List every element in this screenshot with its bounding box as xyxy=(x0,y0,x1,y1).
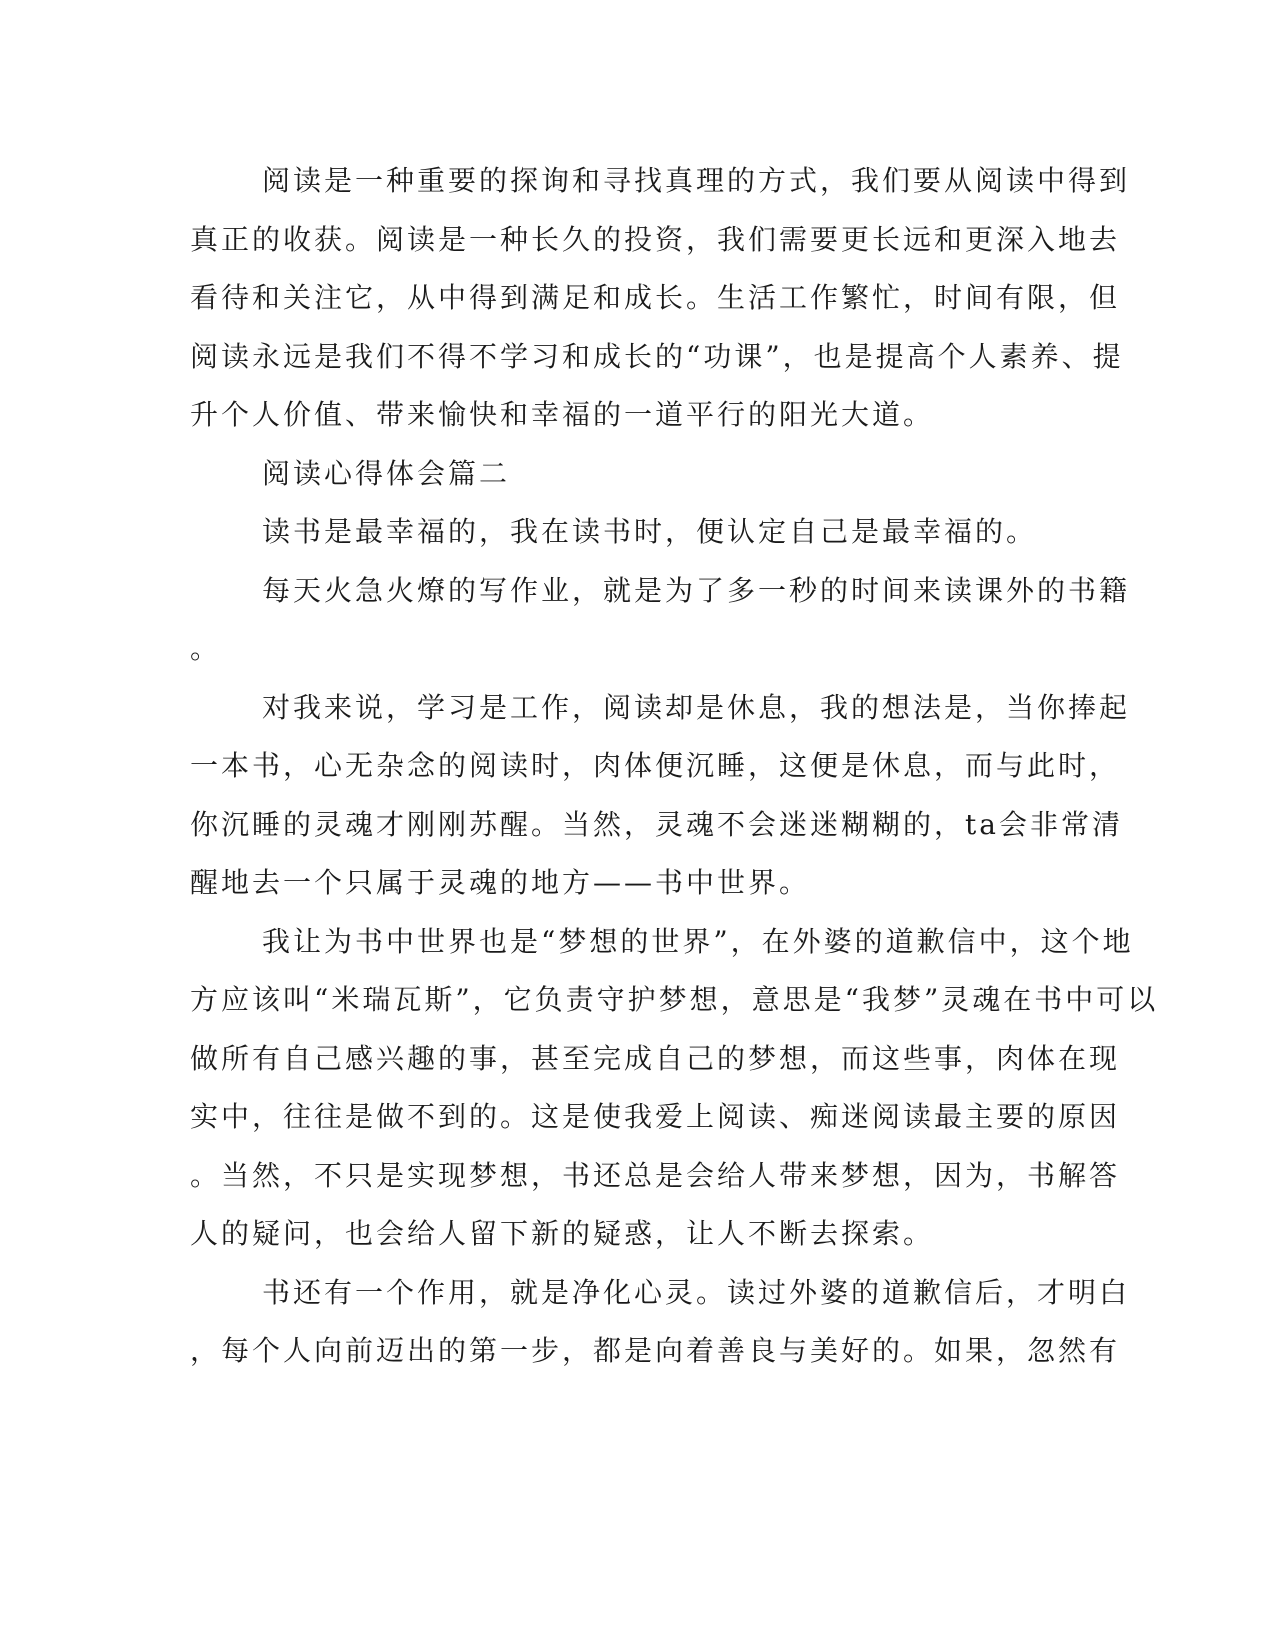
text-line: 。当然，不只是实现梦想，书还总是会给人带来梦想，因为，书解答 xyxy=(190,1159,1121,1192)
text-line: 阅读是一种重要的探询和寻找真理的方式，我们要从阅读中得到 xyxy=(262,164,1131,197)
text-line: 我让为书中世界也是“梦想的世界”，在外婆的道歉信中，这个地 xyxy=(262,925,1134,958)
text-line: 对我来说，学习是工作，阅读却是休息，我的想法是，当你捧起 xyxy=(262,691,1131,724)
section-heading: 阅读心得体会篇二 xyxy=(262,457,511,490)
text-line: 书还有一个作用，就是净化心灵。读过外婆的道歉信后，才明白 xyxy=(262,1276,1131,1309)
text-line: 你沉睡的灵魂才刚刚苏醒。当然，灵魂不会迷迷糊糊的，ta会非常清 xyxy=(190,808,1123,841)
text-line: 阅读永远是我们不得不学习和成长的“功课”，也是提高个人素养、提 xyxy=(190,340,1124,373)
text-line: 实中，往往是做不到的。这是使我爱上阅读、痴迷阅读最主要的原因 xyxy=(190,1100,1121,1133)
text-line: 看待和关注它，从中得到满足和成长。生活工作繁忙，时间有限，但 xyxy=(190,281,1121,314)
text-line: 升个人价值、带来愉快和幸福的一道平行的阳光大道。 xyxy=(190,398,935,431)
text-line: 真正的收获。阅读是一种长久的投资，我们需要更长远和更深入地去 xyxy=(190,223,1121,256)
text-line: 做所有自己感兴趣的事，甚至完成自己的梦想，而这些事，肉体在现 xyxy=(190,1042,1121,1075)
text-line: 人的疑问，也会给人留下新的疑惑，让人不断去探索。 xyxy=(190,1217,935,1250)
text-line: ，每个人向前迈出的第一步，都是向着善良与美好的。如果，忽然有 xyxy=(190,1334,1121,1367)
text-line: 。 xyxy=(190,632,222,665)
text-line: 方应该叫“米瑞瓦斯”，它负责守护梦想，意思是“我梦”灵魂在书中可以 xyxy=(190,983,1159,1016)
text-line: 每天火急火燎的写作业，就是为了多一秒的时间来读课外的书籍 xyxy=(262,574,1131,607)
text-line: 一本书，心无杂念的阅读时，肉体便沉睡，这便是休息，而与此时， xyxy=(190,749,1121,782)
text-line: 醒地去一个只属于灵魂的地方——书中世界。 xyxy=(190,866,811,899)
text-line: 读书是最幸福的，我在读书时，便认定自己是最幸福的。 xyxy=(262,515,1038,548)
